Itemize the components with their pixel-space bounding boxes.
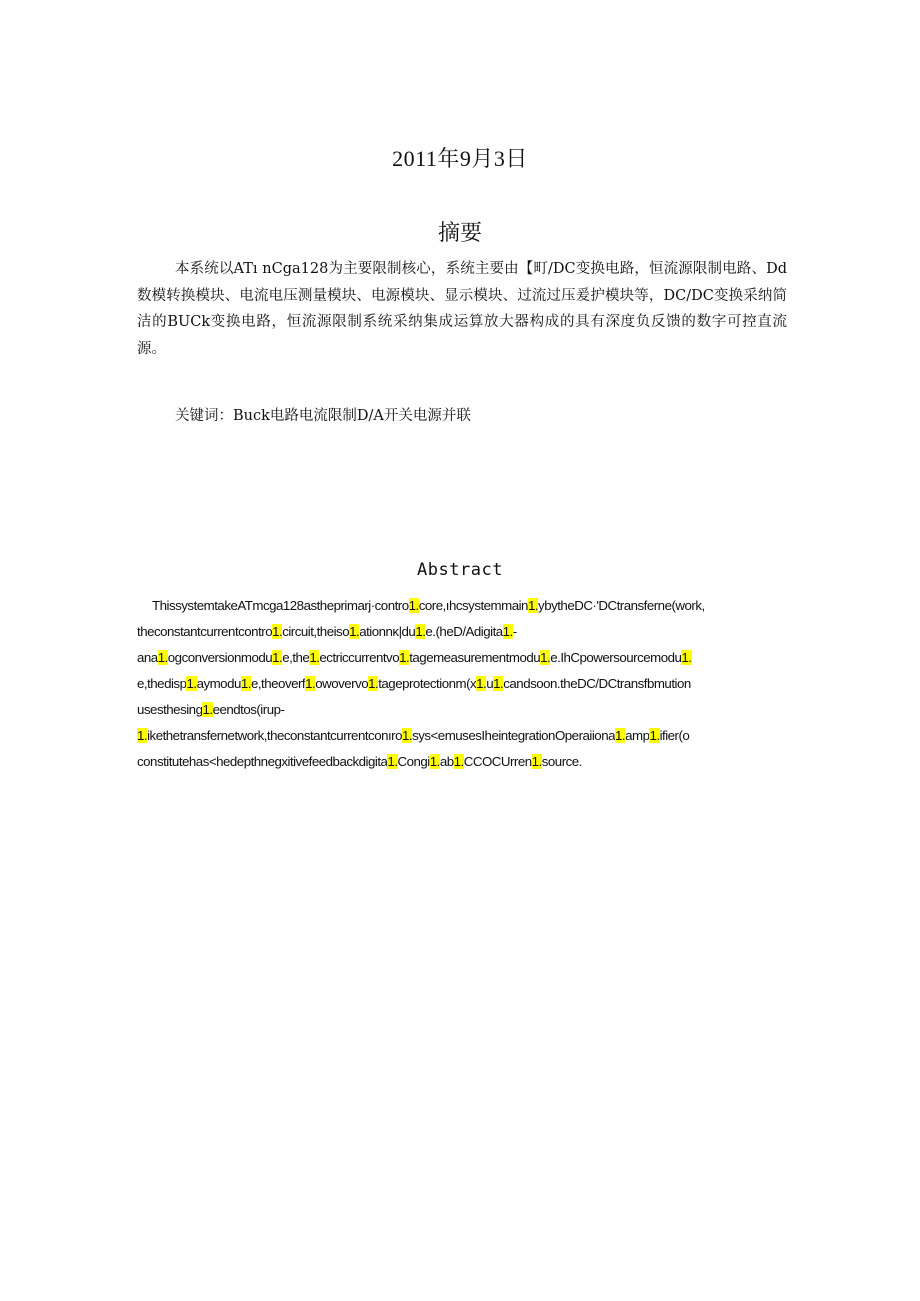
highlighted-ocr-fragment: 1. bbox=[272, 624, 283, 639]
document-date: 2011年9月3日 bbox=[392, 146, 528, 171]
abstract-text-fragment: constitutehas<hedepthnegxitivefeedbackdigita bbox=[137, 754, 388, 769]
abstract-text-fragment: ogconversionmodu bbox=[167, 650, 273, 665]
abstract-text-fragment: ab bbox=[439, 754, 454, 769]
abstract-text-fragment: CCOCUrren bbox=[463, 754, 532, 769]
abstract-text-fragment: e.(heD/Adigita bbox=[425, 624, 503, 639]
abstract-text-fragment: Congi bbox=[397, 754, 430, 769]
highlighted-ocr-fragment: 1. bbox=[186, 676, 197, 691]
abstract-text-fragment: core,ıhcsystemmain bbox=[418, 598, 528, 613]
abstract-text-fragment: u bbox=[486, 676, 494, 691]
abstract-text-fragment: tagemeasurementmodu bbox=[409, 650, 541, 665]
abstract-text-fragment: tageprotectionm(x bbox=[378, 676, 477, 691]
abstract-text-fragment: e,the bbox=[282, 650, 310, 665]
highlighted-ocr-fragment: 1. bbox=[387, 754, 398, 769]
highlighted-ocr-fragment: 1. bbox=[531, 754, 542, 769]
abstract-text-fragment: eendtos(irup- bbox=[212, 702, 285, 717]
abstract-text-fragment: ifier(o bbox=[659, 728, 690, 743]
abstract-text-fragment: e,theoverf bbox=[250, 676, 306, 691]
abstract-text-fragment: ectriccurrentvo bbox=[319, 650, 400, 665]
highlighted-ocr-fragment: 1. bbox=[399, 650, 410, 665]
keywords-line: 关键词：Buck电路电流限制D/A开关电源并联 bbox=[175, 408, 471, 424]
highlighted-ocr-fragment: 1. bbox=[402, 728, 413, 743]
highlighted-ocr-fragment: 1. bbox=[349, 624, 360, 639]
chinese-abstract-body: 本系统以ATı nCga128为主要限制核心，系统主要由【町/DC变换电路，恒流源限制电路、Dd数模转换模块、电流电压测量模块、电源模块、显示模块、过流过压爰护模块等，DC/DC变换采纳简洁的BUCk变换电路，恒流源限制系统采纳集成运算放大器构成的具有深度负反馈的数字可控直流源。 bbox=[137, 261, 787, 357]
highlighted-ocr-fragment: 1. bbox=[527, 598, 539, 613]
highlighted-ocr-fragment: 1. bbox=[368, 676, 379, 691]
highlighted-ocr-fragment: 1. bbox=[502, 624, 513, 639]
highlighted-ocr-fragment: 1. bbox=[540, 650, 551, 665]
highlighted-ocr-fragment: 1. bbox=[429, 754, 440, 769]
abstract-text-fragment: amp bbox=[625, 728, 650, 743]
abstract-text-fragment: usesthesing bbox=[137, 702, 203, 717]
abstract-text-fragment: candsoon.theDC/DCtransfbmution bbox=[503, 676, 691, 691]
abstract-text-fragment: aymodu bbox=[196, 676, 241, 691]
highlighted-ocr-fragment: 1. bbox=[202, 702, 213, 717]
abstract-text-fragment: e.IhCpowersourcemodu bbox=[550, 650, 682, 665]
abstract-text-fragment: - bbox=[512, 624, 517, 639]
english-abstract-line bbox=[137, 593, 787, 619]
abstract-text-fragment: ThissystemtakeATmcga128astheprimarj·contro bbox=[152, 598, 409, 613]
english-abstract-line bbox=[137, 723, 787, 749]
highlighted-ocr-fragment: 1. bbox=[649, 728, 660, 743]
english-abstract-line bbox=[137, 671, 787, 697]
chinese-abstract-title: 摘要 bbox=[437, 221, 482, 246]
highlighted-ocr-fragment: 1. bbox=[272, 650, 283, 665]
abstract-text-fragment: ybytheDC·'DCtransferne(work, bbox=[538, 598, 705, 613]
english-abstract-title: Abstract bbox=[417, 560, 503, 580]
abstract-text-fragment: ationnκ|du bbox=[359, 624, 416, 639]
highlighted-ocr-fragment: 1. bbox=[493, 676, 504, 691]
abstract-text-fragment: theconstantcurrentcontro bbox=[137, 624, 273, 639]
abstract-text-fragment: ana bbox=[137, 650, 158, 665]
abstract-text-fragment: e,thedisp bbox=[137, 676, 187, 691]
abstract-text-fragment: ikethetransfernetwork,theconstantcurrentconıro bbox=[147, 728, 402, 743]
highlighted-ocr-fragment: 1. bbox=[157, 650, 168, 665]
highlighted-ocr-fragment: 1. bbox=[453, 754, 464, 769]
highlighted-ocr-fragment: 1. bbox=[309, 650, 320, 665]
highlighted-ocr-fragment: 1. bbox=[415, 624, 426, 639]
highlighted-ocr-fragment: 1. bbox=[137, 728, 148, 743]
abstract-text-fragment: circuit,theiso bbox=[282, 624, 350, 639]
highlighted-ocr-fragment: 1. bbox=[681, 650, 692, 665]
highlighted-ocr-fragment: 1. bbox=[305, 676, 316, 691]
abstract-text-fragment: sys<emusesIheintegrationOperaiiona bbox=[412, 728, 615, 743]
highlighted-ocr-fragment: 1. bbox=[240, 676, 251, 691]
english-abstract-line bbox=[137, 619, 787, 645]
english-abstract-line bbox=[137, 697, 787, 723]
abstract-text-fragment: owovervo bbox=[315, 676, 369, 691]
english-abstract-line bbox=[137, 749, 787, 775]
highlighted-ocr-fragment: 1. bbox=[408, 598, 419, 613]
highlighted-ocr-fragment: 1. bbox=[615, 728, 626, 743]
highlighted-ocr-fragment: 1. bbox=[476, 676, 487, 691]
english-abstract-body bbox=[137, 593, 787, 775]
abstract-text-fragment: source. bbox=[541, 754, 582, 769]
english-abstract-line bbox=[137, 645, 787, 671]
